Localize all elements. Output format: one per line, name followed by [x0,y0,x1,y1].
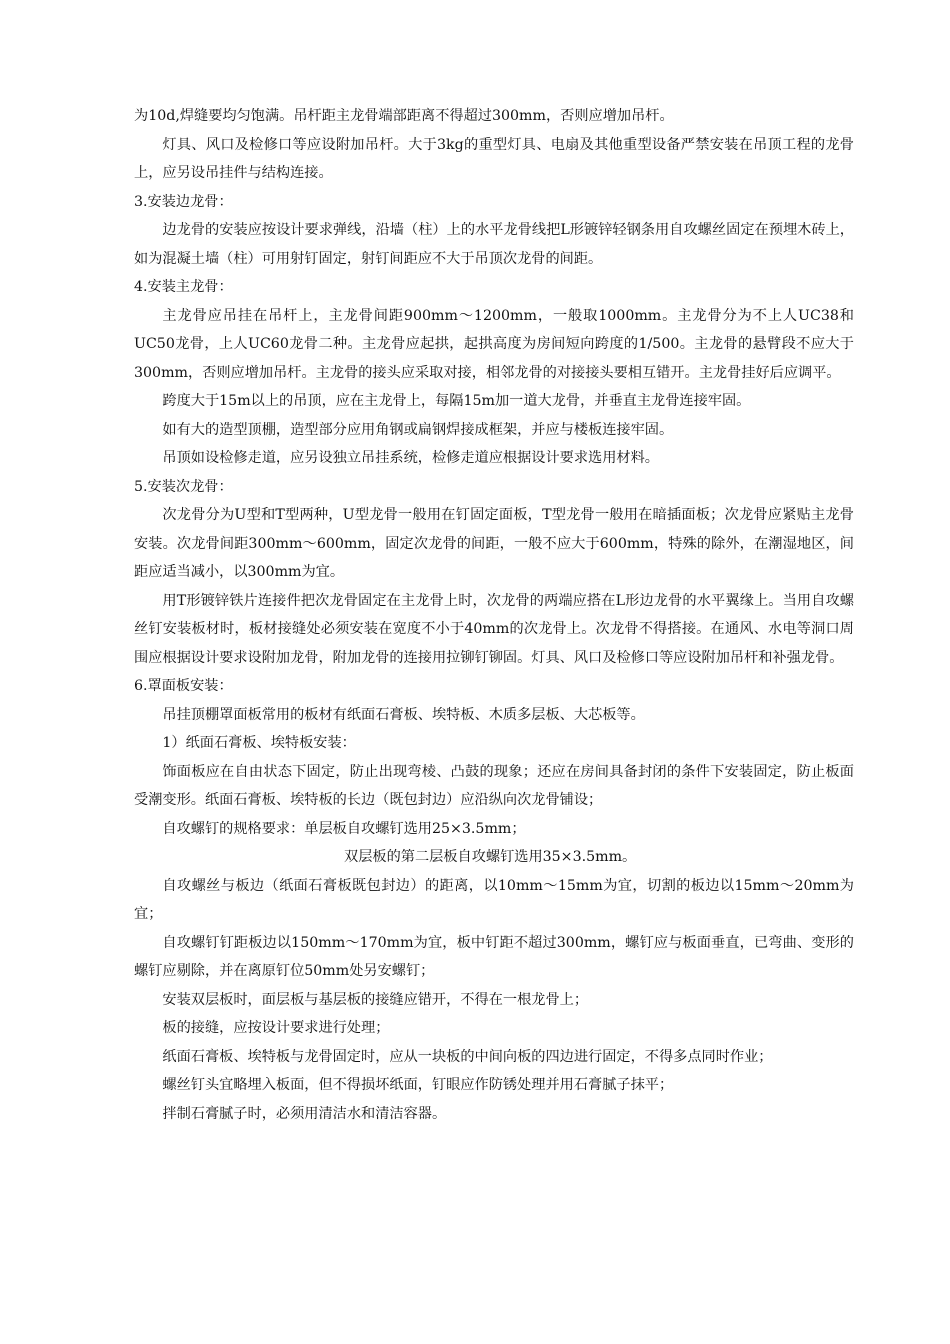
paragraph: 边龙骨的安装应按设计要求弹线，沿墙（柱）上的水平龙骨线把L形镀锌轻钢条用自攻螺丝固定在预埋木砖上，如为混凝土墙（柱）可用射钉固定，射钉间距应不大于吊顶次龙骨的间距。 [134,222,854,267]
section-heading: 4.安装主龙骨： [134,279,233,295]
section-heading: 6.罩面板安装： [134,678,233,694]
paragraph: 自攻螺钉钉距板边以150mm～170mm为宜，板中钉距不超过300mm，螺钉应与板面垂直，已弯曲、变形的螺钉应剔除，并在离原钉位50mm处另安螺钉； [134,934,854,979]
paragraph: 饰面板应在自由状态下固定，防止出现弯棱、凸鼓的现象；还应在房间具备封闭的条件下安装固定，防止板面受潮变形。纸面石膏板、埃特板的长边（既包封边）应沿纵向次龙骨铺设； [134,763,854,808]
paragraph: 拌制石膏腻子时，必须用清洁水和清洁容器。 [162,1105,447,1122]
paragraph: 用T形镀锌铁片连接件把次龙骨固定在主龙骨上时，次龙骨的两端应搭在L形边龙骨的水平翼缘上。当用自攻螺丝钉安装板材时，板材接缝处必须安装在宽度不小于40mm的次龙骨上。次龙骨不得搭接。在通风、水电等洞口周围应根据设计要求设附加龙骨，附加龙骨的连接用拉铆钉铆固。灯具、风口及检修口等应设附加吊杆和补强龙骨。 [134,592,854,666]
paragraph: 吊顶如设检修走道，应另设独立吊挂系统，检修走道应根据设计要求选用材料。 [162,450,659,466]
paragraph: 为10d,焊缝要均匀饱满。吊杆距主龙骨端部距离不得超过300mm，否则应增加吊杆。 [134,108,674,124]
paragraph: 纸面石膏板、埃特板与龙骨固定时，应从一块板的中间向板的四边进行固定，不得多点同时作业； [162,1048,773,1065]
paragraph: 螺丝钉头宜略埋入板面，但不得损坏纸面，钉眼应作防锈处理并用石膏腻子抹平； [162,1077,674,1093]
paragraph: 1）纸面石膏板、埃特板安装： [162,735,356,751]
paragraph: 灯具、风口及检修口等应设附加吊杆。大于3kg的重型灯具、电扇及其他重型设备严禁安装在吊顶工程的龙骨上，应另设吊挂件与结构连接。 [134,136,854,181]
paragraph: 如有大的造型顶棚，造型部分应用角钢或扁钢焊接成框架，并应与楼板连接牢固。 [162,421,674,438]
continuation-line: 双层板的第二层板自攻螺钉选用35×3.5mm。 [344,849,637,865]
paragraph: 自攻螺钉的规格要求：单层板自攻螺钉选用25×3.5mm； [162,820,526,837]
paragraph: 主龙骨应吊挂在吊杆上，主龙骨间距900mm～1200mm，一般取1000mm。主龙骨分为不上人UC38和UC50龙骨，上人UC60龙骨二种。主龙骨应起拱，起拱高度为房间短向跨度的1/500。主龙骨的悬臂段不应大于300mm，否则应增加吊杆。主龙骨的接头应采取对接，相邻龙骨的对接接头要相互错开。主龙骨挂好后应调平。 [134,307,854,381]
paragraph: 跨度大于15m以上的吊顶，应在主龙骨上，每隔15m加一道大龙骨，并垂直主龙骨连接牢固。 [162,393,751,409]
paragraph: 次龙骨分为U型和T型两种，U型龙骨一般用在钉固定面板，T型龙骨一般用在暗插面板；次龙骨应紧贴主龙骨安装。次龙骨间距300mm～600mm，固定次龙骨的间距，一般不应大于600mm，特殊的除外，在潮湿地区，间距应适当减小，以300mm为宜。 [134,507,854,580]
paragraph: 板的接缝，应按设计要求进行处理； [162,1020,390,1036]
paragraph: 自攻螺丝与板边（纸面石膏板既包封边）的距离，以10mm～15mm为宜，切割的板边以15mm～20mm为宜； [134,877,854,922]
document-body [134,102,854,1128]
section-heading: 5.安装次龙骨： [134,478,233,495]
paragraph: 吊挂顶棚罩面板常用的板材有纸面石膏板、埃特板、木质多层板、大芯板等。 [162,706,645,723]
paragraph: 安装双层板时，面层板与基层板的接缝应错开，不得在一根龙骨上； [162,991,589,1008]
section-heading: 3.安装边龙骨： [134,193,233,210]
